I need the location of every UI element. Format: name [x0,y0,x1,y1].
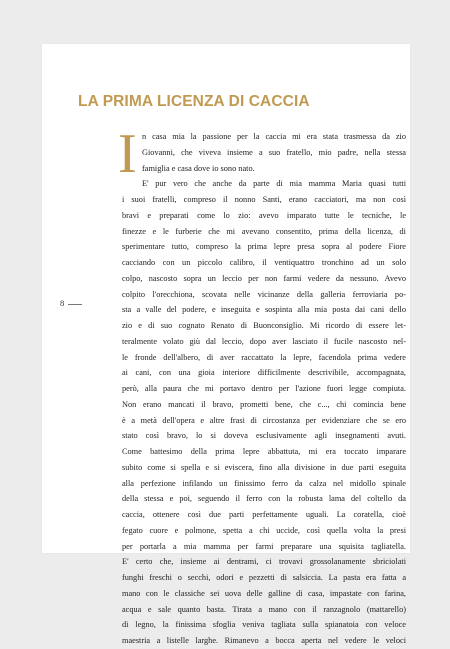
text-line: E' pur vero che anche da parte di mia mamma Maria quasi tutti [142,179,406,189]
page-number-value: 8 [60,298,65,308]
chapter-title: LA PRIMA LICENZA DI CACCIA [78,93,310,110]
text-line: acqua e sale quanto basta. Tirata a mano con il ranzagnolo (mattarello) [122,604,406,614]
text-line: n casa mia la passione per la caccia mi era stata trasmessa da zio [142,132,406,141]
text-line: caccia, ottenere così due parti perfettamente uguali. La coratella, cioè [122,510,406,519]
text-line: i suoi fratelli, compreso il nonno Santi, erano cacciatori, ma non così [122,195,406,204]
text-line: colpito l'orecchiona, scovata nelle vicinanze della galleria ferroviaria po- [122,289,406,299]
text-line: Come battesimo della prima lepre abbattuta, mi era toccato imparare [122,447,406,456]
text-line: E' certo che, insieme ai dentrami, ci trovavi grossolanamente sbriciolati [122,557,406,567]
text-line: Giovanni, che viveva insieme a suo fratello, mio padre, nella stessa [142,147,406,157]
text-line: le fronde dell'albero, di aver raccattato la lepre, facendola prima vedere [122,352,406,362]
text-line: teralmente volato giù dal leccio, dopo aver lasciato il fucile nascosto nel- [122,336,406,346]
text-line: subito come si spella e si eviscera, fino alla divisione in due parti eseguita [122,462,406,472]
text-line: zio e di suo cognato Renato di Buonconsiglio. Mi ricordo di essere let- [122,321,406,330]
text-line: maestria a listelle larghe. Rimanevo a bocca aperta nel vedere le veloci [122,636,406,645]
book-page [42,44,410,645]
drop-cap: I [118,123,137,185]
page-number [60,298,82,308]
text-line: finezze e le furberie che mi avevano consentito, prima della licenza, di [122,226,406,236]
text-line: sta a valle del podere, e inseguita e sospinta alla mia posta dai cani dello [122,305,406,315]
text-line: cacciando con un piccolo calibro, il ventiquattro tronchino ad un solo [122,258,406,267]
text-line: Non erano mancati il bravo, prometti bene, che c..., chi comincia bene [122,399,406,409]
text-line: della stessa e poi, seguendo il ferro con la robusta lama del coltello da [122,494,406,504]
page-number-dash [68,304,82,305]
text-line: ai cani, con una gioia interiore difficilmente descrivibile, accompagnata, [122,368,406,378]
text-line: colpo, nascosto sopra un leccio per non farmi vedere da nessuno. Avevo [122,273,406,283]
text-line: stato così bravo, lo si doveva esclusivamente agli insegnamenti avuti. [122,431,406,441]
text-line: mano con le classiche sei uova delle galline di casa, impastate con farina, [122,588,406,598]
text-line: alla perfezione infilando un finissimo ferro da calza nel midollo spinale [122,478,406,488]
text-line: per portarla a mia mamma per farmi preparare una squisita tagliatella. [122,541,406,551]
text-line: sperimentare tutto, compreso la prima lepre presa sopra al podere Fiore [122,242,406,252]
text-line: bravi e preparati come lo zio: avevo imparato tutte le tecniche, le [122,210,406,220]
text-line: è a metà dell'opera e altre frasi di circostanza per evidenziare che se ero [122,415,406,425]
text-line: però, alla paura che mi portavo dentro per l'azione fuori legge compiuta. [122,384,406,393]
body-text [122,129,406,649]
text-line: funghi freschi o secchi, odori e pezzetti di salsiccia. La pasta era fatta a [122,573,406,582]
text-line: famiglia e casa dove io sono nato. [142,163,255,173]
text-line: di legno, la finissima sfoglia veniva tagliata sulla spianatoia con veloce [122,620,406,630]
text-line: fegato cuore e polmone, spetta a chi uccide, così quella volta la presi [122,525,406,535]
